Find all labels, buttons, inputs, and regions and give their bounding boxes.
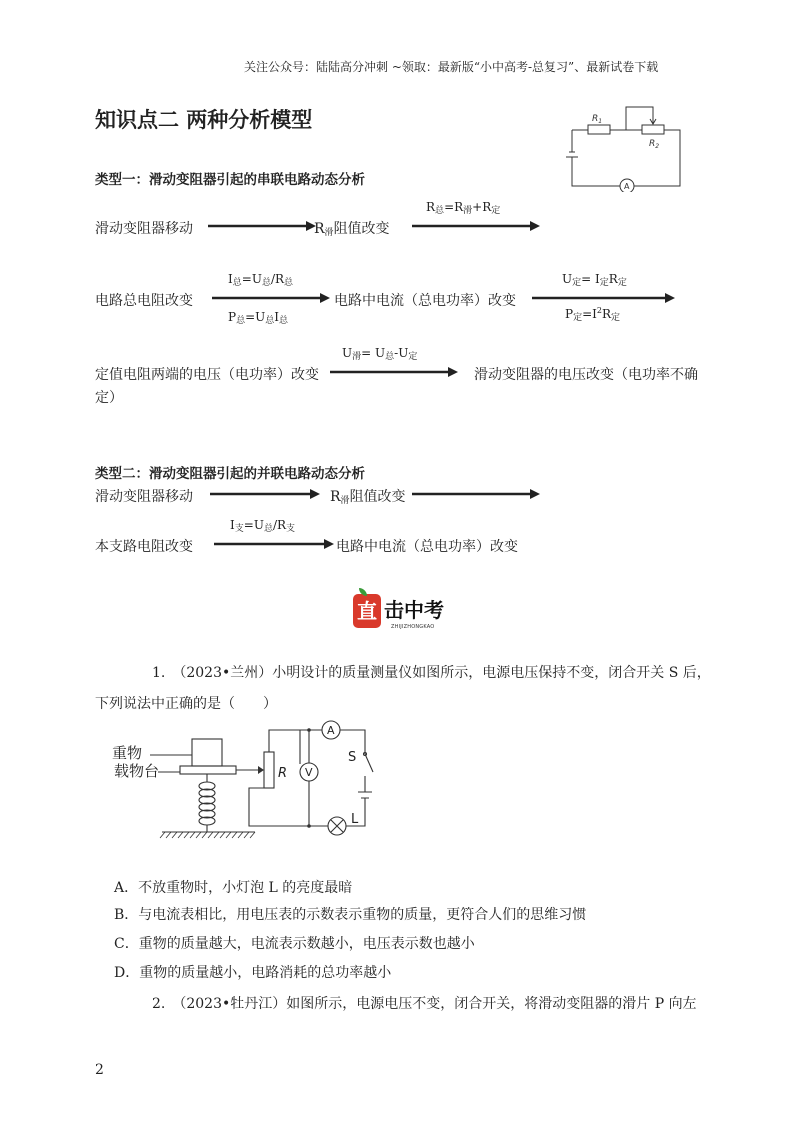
svg-text:A: A — [624, 182, 630, 191]
q1-option-d: D．重物的质量越小，电路消耗的总功率越小 — [114, 965, 392, 981]
type2-row1-mid: $R_滑$阻值改变 — [330, 489, 406, 506]
type1-row1-mid: $R_滑$阻值改变 — [314, 221, 390, 238]
svg-text:V: V — [305, 766, 313, 779]
svg-text:重物: 重物 — [111, 744, 142, 762]
series-circuit-diagram — [560, 100, 690, 192]
q1-line1: 1. （2023•兰州）小明设计的质量测量仪如图所示，电源电压保持不变，闭合开关 S 后， — [152, 665, 711, 681]
section-title: 知识点二 两种分析模型 — [95, 108, 313, 132]
platform — [180, 766, 236, 774]
logo-seal: 直 — [353, 594, 381, 628]
type2-row2-mid: 电路中电流（总电功率）改变 — [336, 539, 518, 555]
logo-pinyin: ZHIJIZHONGKAO — [391, 624, 435, 630]
page-header: 关注公众号：陆陆高分冲刺 ~领取：最新版“小中高考-总复习”、最新试卷下载 — [244, 60, 659, 74]
type1-row2-left: 电路总电阻改变 — [95, 293, 193, 309]
weight-block — [192, 739, 222, 766]
type1-title: 类型一：滑动变阻器引起的串联电路动态分析 — [95, 172, 365, 188]
type1-row2-formula-top: $I_总=U_总/R_总$ — [228, 272, 294, 288]
svg-text:L: L — [351, 812, 359, 827]
arrow-icon — [212, 292, 332, 304]
type2-title: 类型二：滑动变阻器引起的并联电路动态分析 — [95, 466, 365, 482]
q1-option-b: B．与电流表相比，用电压表的示数表示重物的质量，更符合人们的思维习惯 — [114, 907, 587, 923]
type1-row2-formula-bottom: $P_总=U_总I_总$ — [228, 310, 289, 326]
arrow-icon — [210, 488, 322, 500]
type1-row1-left: 滑动变阻器移动 — [95, 221, 193, 237]
q2-line1: 2. （2023•牡丹江）如图所示，电源电压不变，闭合开关，将滑动变阻器的滑片 P 向左 — [152, 996, 697, 1012]
page-number: 2 — [95, 1062, 104, 1078]
mass-meter-circuit — [110, 714, 400, 856]
arrow-icon — [214, 538, 336, 550]
svg-text:S: S — [348, 750, 357, 765]
svg-text:R: R — [278, 766, 288, 781]
svg-text:R1: $R_1$ — [592, 114, 603, 125]
type1-row3-left: 定值电阻两端的电压（电功率）改变 — [95, 367, 319, 383]
q1-line2: 下列说法中正确的是（ ） — [95, 696, 277, 712]
svg-text:载物台: 载物台 — [114, 762, 160, 780]
type1-row1-formula: $R_总=R_滑+R_定$ — [426, 200, 501, 216]
type2-row2-left: 本支路电阻改变 — [95, 539, 193, 555]
resistor-r2 — [642, 125, 664, 134]
arrow-icon — [412, 220, 542, 232]
resistor-r1 — [588, 125, 610, 134]
brand-logo — [351, 592, 449, 636]
type2-row1-left: 滑动变阻器移动 — [95, 489, 193, 505]
type1-row2-formula2-top: $U_定= I_定R_定$ — [562, 272, 627, 288]
q1-option-a: A．不放重物时，小灯泡 L 的亮度最暗 — [114, 880, 353, 896]
type1-row3-right-line1: 滑动变阻器的电压改变（电功率不确 — [474, 367, 698, 383]
type1-row3-formula: $U_滑= U_总-U_定$ — [342, 346, 418, 362]
type2-row2-formula: $I_支=U_总/R_支$ — [230, 518, 296, 534]
logo-name: 击中考 — [384, 598, 444, 622]
svg-text:R2: $R_2$ — [649, 139, 660, 150]
svg-text:A: A — [327, 724, 335, 737]
arrow-icon — [532, 292, 677, 304]
q1-option-c: C．重物的质量越大，电流表示数越小，电压表示数也越小 — [114, 936, 475, 952]
arrow-icon — [330, 366, 460, 378]
type1-row2-formula2-bottom: $P_定=I^2R_定$ — [565, 306, 621, 323]
type1-row2-mid: 电路中电流（总电功率）改变 — [334, 293, 516, 309]
arrow-icon — [412, 488, 542, 500]
type1-row3-right-line2: 定） — [95, 390, 123, 406]
arrow-icon — [208, 220, 318, 232]
